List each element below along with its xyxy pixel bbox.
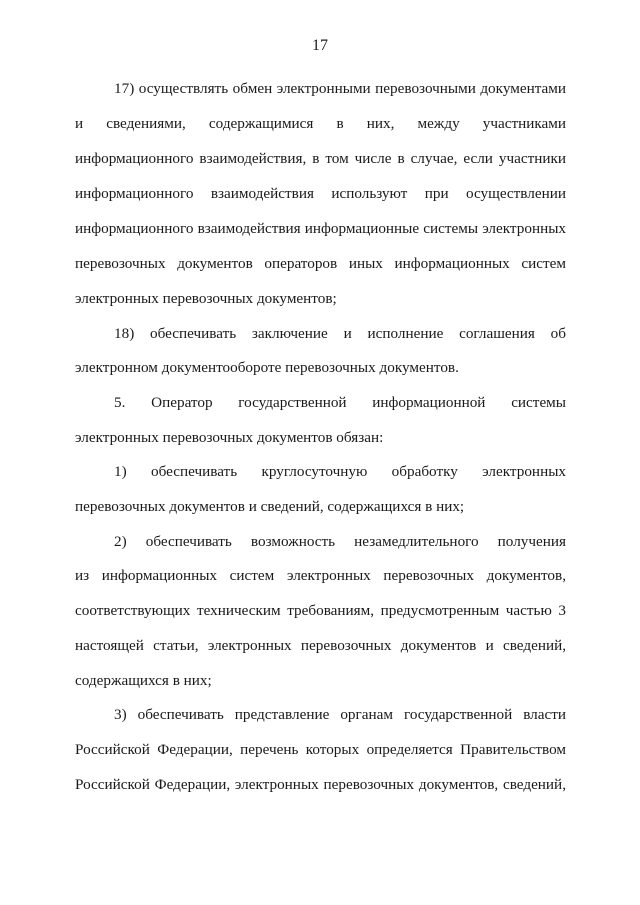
page-number: 17 [312,37,328,54]
text-line: электронном документообороте перевозочных документов. [75,359,459,376]
text-line: информационного взаимодействия информационные системы электронных [75,220,566,237]
text-line: из информационных систем электронных перевозочных документов, [75,567,566,584]
text-line: 5. Оператор государственной информационной системы [114,394,566,411]
text-line: Российской Федерации, перечень которых определяется Правительством [75,741,566,758]
text-line: перевозочных документов и сведений, содержащихся в них; [75,498,465,515]
text-line: 18) обеспечивать заключение и исполнение соглашения об [114,325,566,342]
text-line: Российской Федерации, электронных перевозочных документов, сведений, [75,776,566,793]
text-line: 1) обеспечивать круглосуточную обработку электронных [114,463,566,480]
text-line: информационного взаимодействия используют при осуществлении [75,185,566,202]
text-line: перевозочных документов операторов иных информационных систем [75,255,566,272]
text-line: 17) осуществлять обмен электронными перевозочными документами [114,80,566,97]
text-line: информационного взаимодействия, в том числе в случае, если участники [75,150,566,167]
text-line: электронных перевозочных документов обязан: [75,429,384,446]
text-line: и сведениями, содержащимися в них, между участниками [75,115,566,132]
text-line: электронных перевозочных документов; [75,290,337,307]
text-line: настоящей статьи, электронных перевозочных документов и сведений, [75,637,566,654]
text-line: соответствующих техническим требованиям, предусмотренным частью 3 [75,602,566,619]
text-line: содержащихся в них; [75,672,212,689]
text-line: 2) обеспечивать возможность незамедлительного получения [114,533,566,550]
text-line: 3) обеспечивать представление органам государственной власти [114,706,566,723]
